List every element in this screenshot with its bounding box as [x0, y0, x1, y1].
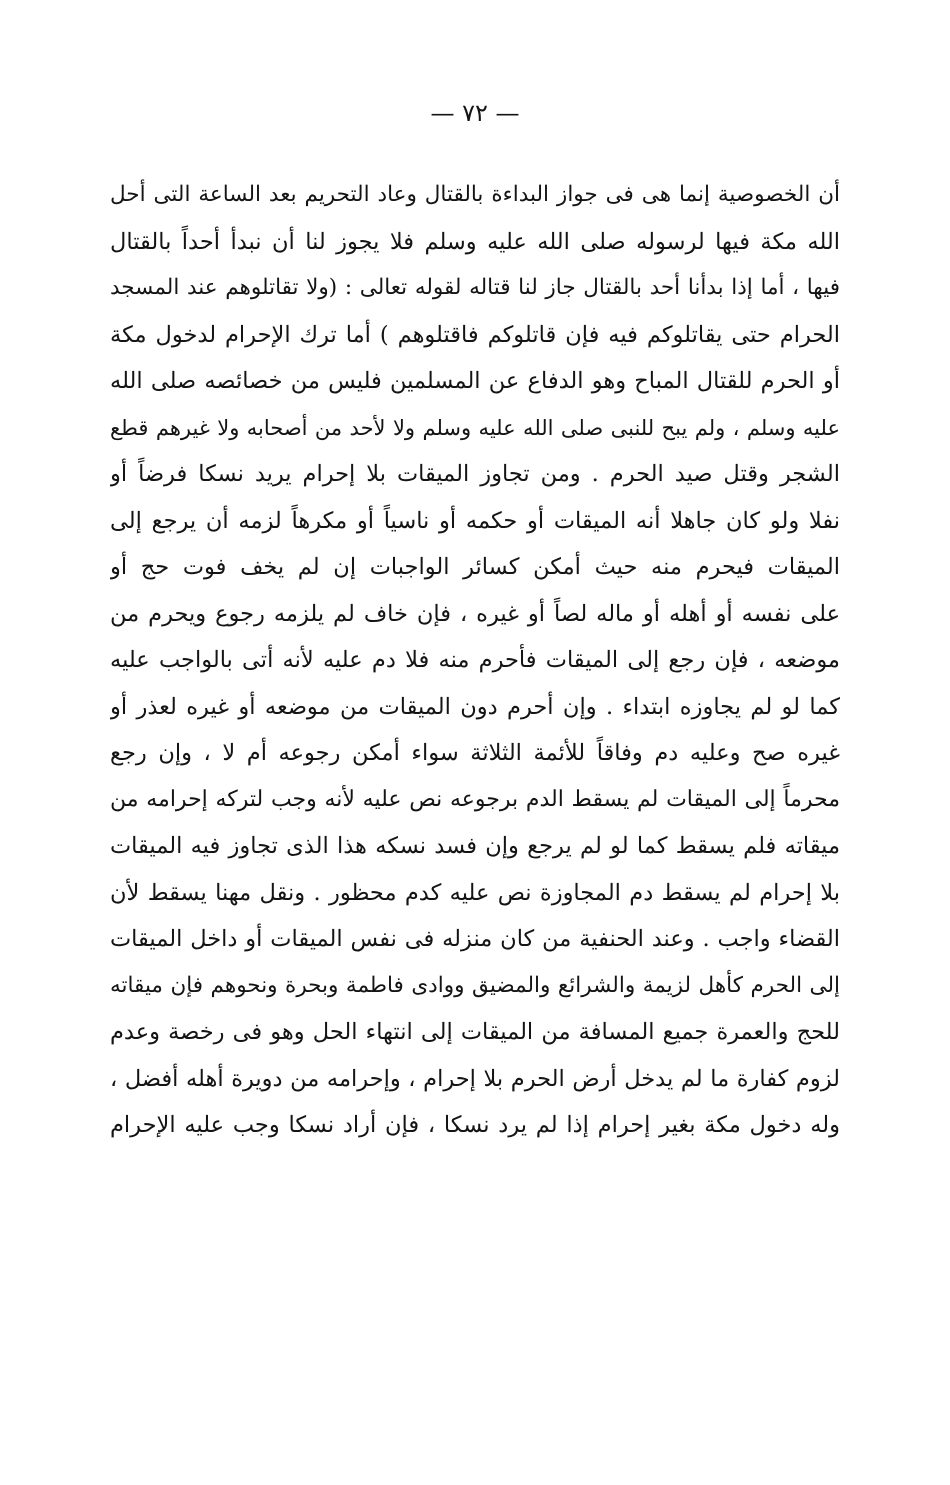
text-line: على نفسه أو أهله أو ماله لصاً أو غيره ، فإن خاف لم يلزمه رجوع ويحرم من: [110, 600, 840, 627]
text-line: الميقات فيحرم منه حيث أمكن كسائر الواجبات إن لم يخف فوت حج أو: [110, 554, 840, 580]
text-line: أو الحرم للقتال المباح وهو الدفاع عن المسلمين فليس من خصائصه صلى الله: [110, 368, 840, 394]
text-line: القضاء واجب . وعند الحنفية من كان منزله فى نفس الميقات أو داخل الميقات: [110, 926, 840, 952]
text-line: كما لو لم يجاوزه ابتداء . وإن أحرم دون الميقات من موضعه أو غيره لعذر أو: [110, 693, 840, 720]
text-line: محرماً إلى الميقات لم يسقط الدم برجوعه نص عليه لأنه وجب لتركه إحرامه من: [110, 786, 840, 812]
text-line: الله مكة فيها لرسوله صلى الله عليه وسلم فلا يجوز لنا أن نبدأ أحداً بالقتال: [110, 228, 840, 255]
text-line: ميقاته فلم يسقط كما لو لم يرجع وإن فسد نسكه هذا الذى تجاوز فيه الميقات: [110, 833, 840, 859]
text-line: أن الخصوصية إنما هى فى جواز البداءة بالقتال وعاد التحريم بعد الساعة التى أحل: [110, 182, 840, 207]
text-line: فيها ، أما إذا بدأنا أحد بالقتال جاز لنا قتاله لقوله تعالى : (ولا تقاتلوهم عند المسجد: [110, 275, 840, 300]
text-line: لزوم كفارة ما لم يدخل أرض الحرم بلا إحرام ، وإحرامه من دويرة أهله أفضل ،: [110, 1065, 840, 1092]
text-line: غيره صح وعليه دم وفاقاً للأئمة الثلاثة سواء أمكن رجوعه أم لا ، وإن رجع: [110, 740, 840, 766]
text-line: بلا إحرام لم يسقط دم المجاوزة نص عليه كدم محظور . ونقل مهنا يسقط لأن: [110, 879, 840, 906]
text-line: للحج والعمرة جميع المسافة من الميقات إلى انتهاء الحل وهو فى رخصة وعدم: [110, 1019, 840, 1045]
text-line: الحرام حتى يقاتلوكم فيه فإن قاتلوكم فاقتلوهم ) أما ترك الإحرام لدخول مكة: [110, 321, 840, 348]
page-number: — ٧٢ —: [430, 99, 520, 127]
text-line: عليه وسلم ، ولم يبح للنبى صلى الله عليه وسلم ولا لأحد من أصحابه ولا غيرهم قطع: [110, 415, 840, 440]
text-line: موضعه ، فإن رجع إلى الميقات فأحرم منه فلا دم عليه لأنه أتى بالواجب عليه: [110, 647, 840, 673]
text-line: الشجر وقتل صيد الحرم . ومن تجاوز الميقات بلا إحرام يريد نسكا فرضاً أو: [110, 461, 840, 487]
text-line: وله دخول مكة بغير إحرام إذا لم يرد نسكا ، فإن أراد نسكا وجب عليه الإحرام: [110, 1112, 840, 1138]
text-line: نفلا ولو كان جاهلا أنه الميقات أو حكمه أو ناسياً أو مكرهاً لزمه أن يرجع إلى: [110, 507, 840, 534]
body-text: [110, 172, 840, 1149]
text-line: إلى الحرم كأهل لزيمة والشرائع والمضيق ووادى فاطمة وبحرة ونحوهم فإن ميقاته: [110, 972, 840, 998]
